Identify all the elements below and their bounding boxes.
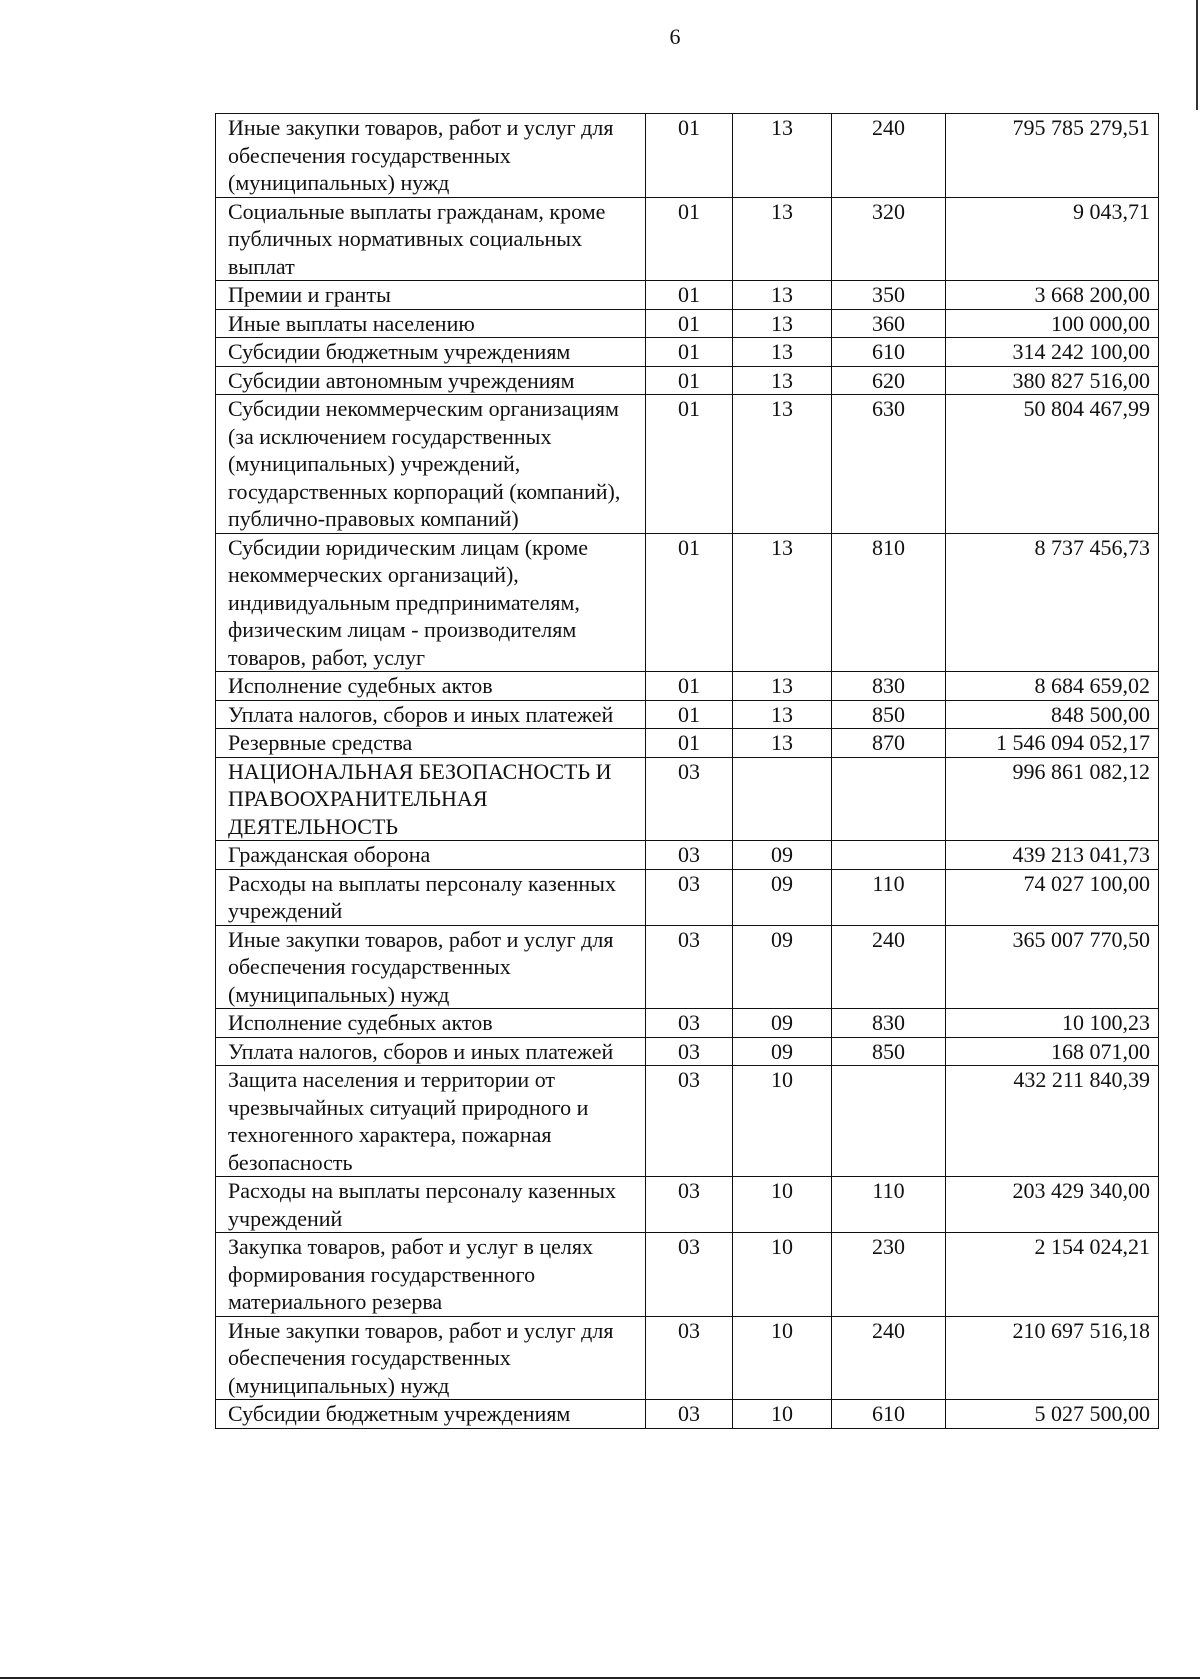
row-section: 03 bbox=[646, 925, 733, 1009]
row-name: Субсидии некоммерческим организациям (за исключением государственных (муниципальных) учреждений, государственных корпораций (компаний), публично-правовых компаний) bbox=[216, 395, 646, 534]
row-amount: 210 697 516,18 bbox=[946, 1316, 1159, 1400]
row-expense-type: 810 bbox=[832, 533, 946, 672]
row-name: Закупка товаров, работ и услуг в целях формирования государственного материального резерва bbox=[216, 1233, 646, 1317]
row-section: 01 bbox=[646, 197, 733, 281]
row-section: 01 bbox=[646, 281, 733, 310]
page-number: 6 bbox=[669, 24, 681, 49]
row-amount: 5 027 500,00 bbox=[946, 1400, 1159, 1429]
row-amount: 314 242 100,00 bbox=[946, 338, 1159, 367]
row-name: Иные закупки товаров, работ и услуг для обеспечения государственных (муниципальных) нужд bbox=[216, 114, 646, 198]
row-subsection: 09 bbox=[733, 869, 832, 925]
table-row bbox=[216, 869, 1159, 925]
table-body bbox=[216, 114, 1159, 1429]
row-subsection: 10 bbox=[733, 1233, 832, 1317]
row-expense-type: 240 bbox=[832, 1316, 946, 1400]
row-amount: 432 211 840,39 bbox=[946, 1066, 1159, 1177]
row-section: 03 bbox=[646, 1316, 733, 1400]
table-row bbox=[216, 114, 1159, 198]
row-subsection: 13 bbox=[733, 395, 832, 534]
row-name: Исполнение судебных актов bbox=[216, 672, 646, 701]
row-amount: 8 737 456,73 bbox=[946, 533, 1159, 672]
row-name: Субсидии автономным учреждениям bbox=[216, 366, 646, 395]
row-name: Социальные выплаты гражданам, кроме публичных нормативных социальных выплат bbox=[216, 197, 646, 281]
row-name: Иные выплаты населению bbox=[216, 309, 646, 338]
row-expense-type: 230 bbox=[832, 1233, 946, 1317]
row-amount: 2 154 024,21 bbox=[946, 1233, 1159, 1317]
row-subsection: 10 bbox=[733, 1400, 832, 1429]
table-row bbox=[216, 338, 1159, 367]
row-subsection: 09 bbox=[733, 925, 832, 1009]
row-section: 03 bbox=[646, 1400, 733, 1429]
row-expense-type: 870 bbox=[832, 729, 946, 758]
row-section: 03 bbox=[646, 1233, 733, 1317]
row-name: Уплата налогов, сборов и иных платежей bbox=[216, 700, 646, 729]
row-name: Субсидии бюджетным учреждениям bbox=[216, 338, 646, 367]
row-amount: 996 861 082,12 bbox=[946, 757, 1159, 841]
scan-edge-line bbox=[1196, 0, 1198, 110]
table-row bbox=[216, 672, 1159, 701]
row-section: 01 bbox=[646, 366, 733, 395]
row-subsection: 09 bbox=[733, 841, 832, 870]
row-amount: 8 684 659,02 bbox=[946, 672, 1159, 701]
table-row bbox=[216, 197, 1159, 281]
budget-expenditure-table bbox=[215, 113, 1159, 1429]
row-section: 03 bbox=[646, 1009, 733, 1038]
row-name: Исполнение судебных актов bbox=[216, 1009, 646, 1038]
row-subsection: 10 bbox=[733, 1066, 832, 1177]
row-expense-type: 110 bbox=[832, 1177, 946, 1233]
row-expense-type: 630 bbox=[832, 395, 946, 534]
row-name: Расходы на выплаты персоналу казенных учреждений bbox=[216, 1177, 646, 1233]
row-section: 01 bbox=[646, 395, 733, 534]
row-expense-type: 610 bbox=[832, 1400, 946, 1429]
row-section: 01 bbox=[646, 672, 733, 701]
row-expense-type: 240 bbox=[832, 114, 946, 198]
row-expense-type bbox=[832, 1066, 946, 1177]
row-amount: 50 804 467,99 bbox=[946, 395, 1159, 534]
row-name: Расходы на выплаты персоналу казенных учреждений bbox=[216, 869, 646, 925]
table-row bbox=[216, 533, 1159, 672]
row-amount: 3 668 200,00 bbox=[946, 281, 1159, 310]
row-name: НАЦИОНАЛЬНАЯ БЕЗОПАСНОСТЬ И ПРАВООХРАНИТЕЛЬНАЯ ДЕЯТЕЛЬНОСТЬ bbox=[216, 757, 646, 841]
row-amount: 10 100,23 bbox=[946, 1009, 1159, 1038]
row-name: Субсидии бюджетным учреждениям bbox=[216, 1400, 646, 1429]
row-amount: 365 007 770,50 bbox=[946, 925, 1159, 1009]
row-subsection: 09 bbox=[733, 1009, 832, 1038]
row-section: 01 bbox=[646, 338, 733, 367]
row-section: 01 bbox=[646, 700, 733, 729]
row-subsection: 13 bbox=[733, 533, 832, 672]
row-amount: 848 500,00 bbox=[946, 700, 1159, 729]
row-expense-type: 850 bbox=[832, 1037, 946, 1066]
row-section: 01 bbox=[646, 729, 733, 758]
row-amount: 795 785 279,51 bbox=[946, 114, 1159, 198]
row-subsection: 13 bbox=[733, 197, 832, 281]
row-section: 03 bbox=[646, 757, 733, 841]
row-name: Резервные средства bbox=[216, 729, 646, 758]
row-name: Иные закупки товаров, работ и услуг для обеспечения государственных (муниципальных) нужд bbox=[216, 1316, 646, 1400]
row-expense-type: 850 bbox=[832, 700, 946, 729]
row-expense-type: 610 bbox=[832, 338, 946, 367]
table-row bbox=[216, 1316, 1159, 1400]
table-row bbox=[216, 1233, 1159, 1317]
table-row bbox=[216, 281, 1159, 310]
row-section: 01 bbox=[646, 309, 733, 338]
row-amount: 439 213 041,73 bbox=[946, 841, 1159, 870]
row-subsection: 13 bbox=[733, 309, 832, 338]
table-row bbox=[216, 1066, 1159, 1177]
row-section: 01 bbox=[646, 114, 733, 198]
table-row bbox=[216, 757, 1159, 841]
row-expense-type: 360 bbox=[832, 309, 946, 338]
table-row bbox=[216, 1400, 1159, 1429]
row-amount: 74 027 100,00 bbox=[946, 869, 1159, 925]
table-row bbox=[216, 700, 1159, 729]
row-subsection: 13 bbox=[733, 281, 832, 310]
table-row bbox=[216, 1177, 1159, 1233]
table-row bbox=[216, 395, 1159, 534]
row-expense-type: 620 bbox=[832, 366, 946, 395]
row-name: Уплата налогов, сборов и иных платежей bbox=[216, 1037, 646, 1066]
table-row bbox=[216, 1037, 1159, 1066]
row-section: 03 bbox=[646, 869, 733, 925]
row-amount: 380 827 516,00 bbox=[946, 366, 1159, 395]
row-section: 03 bbox=[646, 1177, 733, 1233]
row-name: Гражданская оборона bbox=[216, 841, 646, 870]
row-name: Защита населения и территории от чрезвычайных ситуаций природного и техногенного характера, пожарная безопасность bbox=[216, 1066, 646, 1177]
row-expense-type bbox=[832, 841, 946, 870]
row-subsection: 09 bbox=[733, 1037, 832, 1066]
row-amount: 203 429 340,00 bbox=[946, 1177, 1159, 1233]
row-subsection: 10 bbox=[733, 1316, 832, 1400]
row-expense-type: 320 bbox=[832, 197, 946, 281]
row-name: Премии и гранты bbox=[216, 281, 646, 310]
row-subsection: 13 bbox=[733, 366, 832, 395]
row-expense-type: 350 bbox=[832, 281, 946, 310]
table-row bbox=[216, 925, 1159, 1009]
row-subsection: 10 bbox=[733, 1177, 832, 1233]
row-expense-type: 830 bbox=[832, 1009, 946, 1038]
row-expense-type bbox=[832, 757, 946, 841]
row-subsection: 13 bbox=[733, 338, 832, 367]
row-amount: 100 000,00 bbox=[946, 309, 1159, 338]
row-name: Субсидии юридическим лицам (кроме некоммерческих организаций), индивидуальным предпринимателям, физическим лицам - производителям товаров, работ, услуг bbox=[216, 533, 646, 672]
row-amount: 9 043,71 bbox=[946, 197, 1159, 281]
row-section: 03 bbox=[646, 1037, 733, 1066]
table-row bbox=[216, 841, 1159, 870]
row-name: Иные закупки товаров, работ и услуг для обеспечения государственных (муниципальных) нужд bbox=[216, 925, 646, 1009]
row-section: 01 bbox=[646, 533, 733, 672]
table-row bbox=[216, 729, 1159, 758]
row-expense-type: 240 bbox=[832, 925, 946, 1009]
row-subsection: 13 bbox=[733, 114, 832, 198]
row-amount: 168 071,00 bbox=[946, 1037, 1159, 1066]
row-subsection: 13 bbox=[733, 672, 832, 701]
table-row bbox=[216, 309, 1159, 338]
row-amount: 1 546 094 052,17 bbox=[946, 729, 1159, 758]
row-expense-type: 110 bbox=[832, 869, 946, 925]
row-section: 03 bbox=[646, 1066, 733, 1177]
table-row bbox=[216, 1009, 1159, 1038]
row-section: 03 bbox=[646, 841, 733, 870]
row-expense-type: 830 bbox=[832, 672, 946, 701]
row-subsection bbox=[733, 757, 832, 841]
row-subsection: 13 bbox=[733, 700, 832, 729]
table-row bbox=[216, 366, 1159, 395]
row-subsection: 13 bbox=[733, 729, 832, 758]
